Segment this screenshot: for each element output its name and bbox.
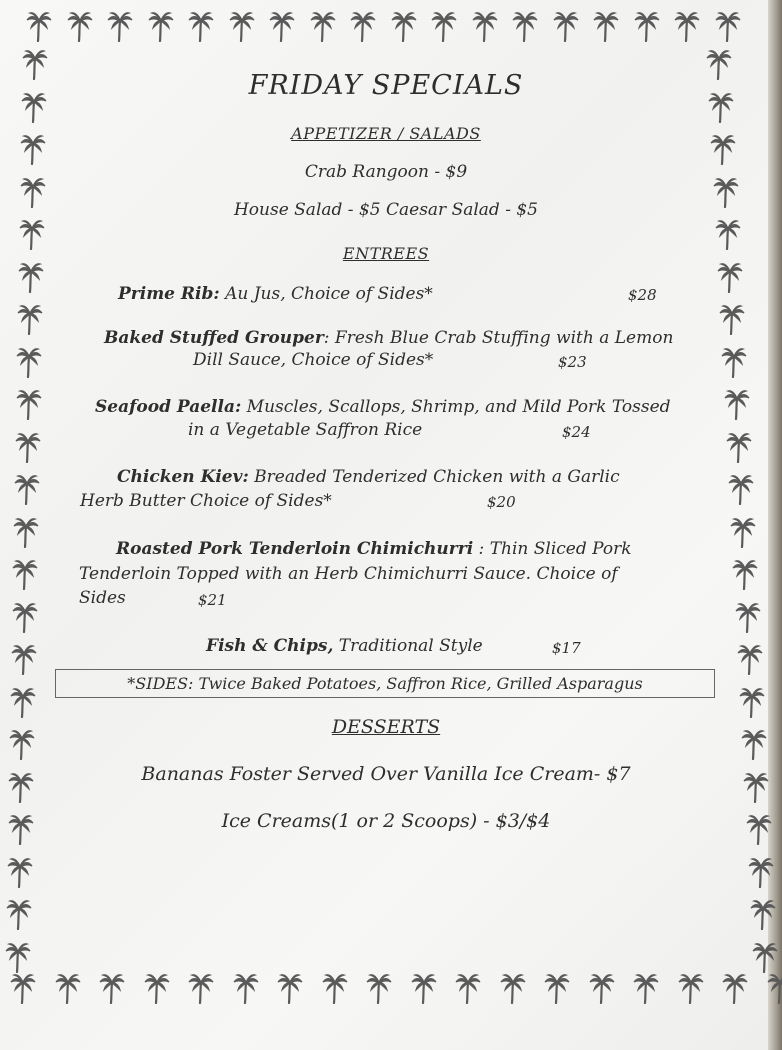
palm-tree-icon bbox=[16, 388, 42, 420]
palm-tree-icon bbox=[188, 10, 214, 42]
table-edge bbox=[768, 0, 782, 1050]
palm-tree-icon bbox=[12, 601, 38, 633]
palm-tree-icon bbox=[455, 972, 481, 1004]
entree-price: $28 bbox=[628, 286, 657, 304]
palm-tree-icon bbox=[737, 643, 763, 675]
palm-tree-icon bbox=[391, 10, 417, 42]
entree-name: Roasted Pork Tenderloin Chimichurri bbox=[116, 539, 474, 559]
palm-tree-icon bbox=[544, 972, 570, 1004]
appetizer-heading: APPETIZER / SALADS bbox=[291, 124, 481, 143]
palm-tree-icon bbox=[10, 972, 36, 1004]
palm-tree-icon bbox=[67, 10, 93, 42]
palm-tree-icon bbox=[767, 972, 782, 1004]
palm-tree-icon bbox=[750, 898, 776, 930]
entree-price: $17 bbox=[552, 639, 581, 657]
palm-tree-icon bbox=[634, 10, 660, 42]
palm-tree-icon bbox=[739, 686, 765, 718]
entree-desc-line-2: Dill Sauce, Choice of Sides* bbox=[193, 350, 434, 370]
palm-tree-icon bbox=[512, 10, 538, 42]
palm-tree-icon bbox=[748, 856, 774, 888]
entree-price: $20 bbox=[487, 493, 516, 511]
palm-tree-icon bbox=[7, 856, 33, 888]
palm-tree-icon bbox=[18, 261, 44, 293]
palm-tree-icon bbox=[752, 941, 778, 973]
palm-tree-icon bbox=[722, 972, 748, 1004]
palm-tree-icon bbox=[350, 10, 376, 42]
palm-tree-icon bbox=[17, 303, 43, 335]
palm-tree-icon bbox=[229, 10, 255, 42]
palm-tree-icon bbox=[11, 643, 37, 675]
entree-price: $23 bbox=[558, 353, 587, 371]
desserts-heading: DESSERTS bbox=[331, 716, 441, 738]
palm-tree-icon bbox=[728, 473, 754, 505]
entree-desc: : Fresh Blue Crab Stuffing with a Lemon bbox=[323, 328, 674, 348]
entree-name: Fish & Chips, bbox=[206, 636, 334, 656]
dessert-line-1: Bananas Foster Served Over Vanilla Ice Cream- $7 bbox=[141, 763, 631, 785]
palm-tree-icon bbox=[55, 972, 81, 1004]
entree-desc: Au Jus, Choice of Sides* bbox=[225, 284, 433, 304]
palm-tree-icon bbox=[500, 972, 526, 1004]
entree-price: $24 bbox=[562, 423, 591, 441]
palm-tree-icon bbox=[411, 972, 437, 1004]
entree-name: Prime Rib: bbox=[118, 284, 220, 304]
palm-tree-icon bbox=[674, 10, 700, 42]
entree-price: $21 bbox=[198, 591, 227, 609]
entree-name: Baked Stuffed Grouper bbox=[104, 328, 324, 348]
palm-tree-icon bbox=[15, 431, 41, 463]
entree-prime-rib bbox=[118, 284, 433, 304]
entree-desc: Breaded Tenderized Chicken with a Garlic bbox=[248, 467, 620, 487]
entree-name: Seafood Paella: bbox=[95, 397, 242, 417]
palm-tree-icon bbox=[310, 10, 336, 42]
palm-tree-icon bbox=[633, 972, 659, 1004]
palm-tree-icon bbox=[715, 10, 741, 42]
entree-grouper bbox=[104, 328, 673, 348]
palm-tree-icon bbox=[719, 303, 745, 335]
palm-tree-icon bbox=[431, 10, 457, 42]
palm-tree-icon bbox=[322, 972, 348, 1004]
sides-note: *SIDES: Twice Baked Potatoes, Saffron Rice, Grilled Asparagus bbox=[55, 669, 715, 698]
palm-tree-icon bbox=[730, 516, 756, 548]
palm-tree-icon bbox=[732, 558, 758, 590]
entree-desc-line-2: Tenderloin Topped with an Herb Chimichurri Sauce. Choice of bbox=[79, 564, 618, 584]
dessert-line-2: Ice Creams(1 or 2 Scoops) - $3/$4 bbox=[221, 810, 551, 832]
palm-tree-icon bbox=[726, 431, 752, 463]
palm-tree-icon bbox=[721, 346, 747, 378]
palm-tree-icon bbox=[277, 972, 303, 1004]
palm-tree-icon bbox=[735, 601, 761, 633]
palm-tree-icon bbox=[724, 388, 750, 420]
entree-pork-tenderloin bbox=[116, 539, 632, 559]
palm-tree-icon bbox=[717, 261, 743, 293]
palm-tree-icon bbox=[14, 473, 40, 505]
palm-tree-icon bbox=[188, 972, 214, 1004]
palm-tree-icon bbox=[107, 10, 133, 42]
entree-desc-line-2: in a Vegetable Saffron Rice bbox=[188, 420, 423, 440]
palm-tree-icon bbox=[13, 516, 39, 548]
palm-tree-icon bbox=[366, 972, 392, 1004]
palm-tree-icon bbox=[553, 10, 579, 42]
palm-tree-icon bbox=[233, 972, 259, 1004]
palm-tree-icon bbox=[16, 346, 42, 378]
palm-tree-icon bbox=[269, 10, 295, 42]
entree-fish-and-chips bbox=[206, 636, 483, 656]
palm-tree-icon bbox=[5, 941, 31, 973]
palm-tree-icon bbox=[678, 972, 704, 1004]
palm-tree-icon bbox=[12, 558, 38, 590]
entree-paella bbox=[95, 397, 671, 417]
palm-tree-icon bbox=[144, 972, 170, 1004]
entree-desc: : Thin Sliced Pork bbox=[473, 539, 632, 559]
palm-tree-icon bbox=[99, 972, 125, 1004]
palm-tree-icon bbox=[472, 10, 498, 42]
appetizer-line-2: House Salad - $5 Caesar Salad - $5 bbox=[233, 200, 539, 220]
appetizer-line-1: Crab Rangoon - $9 bbox=[304, 162, 468, 182]
menu-title: FRIDAY SPECIALS bbox=[248, 70, 524, 101]
entree-chicken-kiev bbox=[117, 467, 620, 487]
palm-tree-icon bbox=[148, 10, 174, 42]
palm-tree-icon bbox=[10, 686, 36, 718]
entrees-heading: ENTREES bbox=[342, 244, 430, 263]
palm-tree-icon bbox=[589, 972, 615, 1004]
entree-desc: Muscles, Scallops, Shrimp, and Mild Pork Tossed bbox=[241, 397, 671, 417]
entree-desc-line-2: Herb Butter Choice of Sides* bbox=[80, 491, 332, 511]
palm-tree-icon bbox=[593, 10, 619, 42]
palm-tree-icon bbox=[26, 10, 52, 42]
entree-desc: Traditional Style bbox=[333, 636, 483, 656]
entree-name: Chicken Kiev: bbox=[117, 467, 249, 487]
palm-tree-icon bbox=[6, 898, 32, 930]
entree-desc-line-3: Sides bbox=[79, 588, 126, 608]
